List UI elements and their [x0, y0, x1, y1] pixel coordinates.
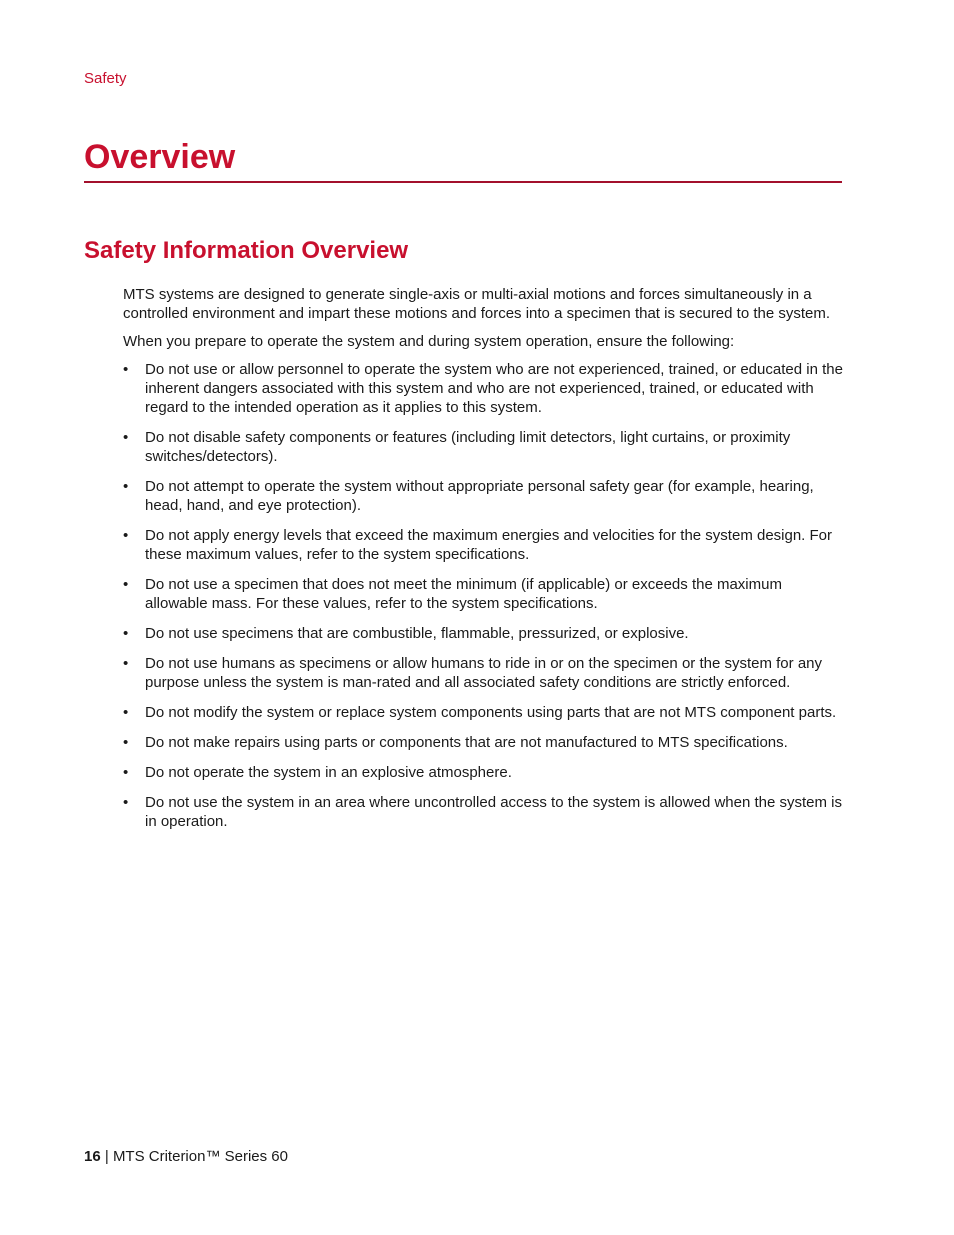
list-item: [123, 655, 845, 693]
title-divider: [84, 181, 842, 183]
list-item-text: Do not operate the system in an explosive atmosphere.: [145, 763, 512, 781]
section-heading: Safety Information Overview: [84, 237, 409, 264]
footer-product: MTS Criterion™ Series 60: [112, 1148, 288, 1165]
list-item: [123, 764, 845, 783]
list-item-text: Do not modify the system or replace system components using parts that are not MTS component parts.: [145, 703, 837, 721]
list-item: [123, 576, 845, 614]
list-item-text: Do not apply energy levels that exceed the maximum energies and velocities for the system design. For these maximum values, refer to the system specifications.: [145, 526, 833, 563]
bullet-icon: •: [123, 703, 129, 721]
running-header: Safety: [84, 70, 127, 87]
list-item-text: Do not use humans as specimens or allow humans to ride in or on the specimen or the system for any purpose unless the system is man-rated and all associated safety conditions are strictly enforced.: [145, 654, 822, 691]
page-title: Overview: [84, 138, 236, 176]
bullet-icon: •: [123, 477, 129, 495]
section-body: [123, 286, 845, 843]
list-item-text: Do not use or allow personnel to operate the system who are not experienced, trained, or educated in the inherent dangers associated with this system and who are not experienced, trained, or educated with regard to the intended operation as it applies to this system.: [145, 361, 843, 416]
lead-in-paragraph: When you prepare to operate the system and during system operation, ensure the following:: [123, 333, 735, 351]
list-item: [123, 527, 845, 565]
page-footer: [84, 1148, 288, 1165]
intro-paragraph: MTS systems are designed to generate single-axis or multi-axial motions and forces simultaneously in a controlled environment and impart these motions and forces into a specimen that is secured to the system.: [123, 286, 831, 322]
list-item-text: Do not use the system in an area where uncontrolled access to the system is allowed when the system is in operation.: [145, 793, 843, 830]
bullet-icon: •: [123, 575, 129, 593]
bullet-icon: •: [123, 763, 129, 781]
list-item: [123, 361, 845, 417]
list-item-text: Do not disable safety components or features (including limit detectors, light curtains, or proximity switches/detectors).: [145, 429, 791, 465]
list-item-text: Do not attempt to operate the system without appropriate personal safety gear (for example, hearing, head, hand, and eye protection).: [145, 477, 814, 514]
bullet-icon: •: [123, 624, 129, 642]
bullet-icon: •: [123, 733, 129, 751]
list-item: [123, 794, 845, 832]
footer-separator: |: [104, 1148, 109, 1165]
list-item-text: Do not use a specimen that does not meet the minimum (if applicable) or exceeds the maximum allowable mass. For these values, refer to the system specifications.: [145, 575, 782, 612]
bullet-icon: •: [123, 793, 129, 811]
bullet-icon: •: [123, 361, 129, 379]
safety-rules-list: [123, 361, 845, 831]
bullet-icon: •: [123, 526, 129, 544]
list-item: [123, 734, 845, 753]
bullet-icon: •: [123, 654, 129, 672]
list-item: [123, 704, 845, 723]
list-item-text: Do not use specimens that are combustible, flammable, pressurized, or explosive.: [145, 624, 689, 642]
list-item: [123, 478, 845, 516]
bullet-icon: •: [123, 429, 129, 447]
list-item: [123, 429, 845, 467]
list-item-text: Do not make repairs using parts or components that are not manufactured to MTS specifications.: [145, 733, 788, 751]
list-item: [123, 625, 845, 644]
page-number: 16: [84, 1148, 101, 1165]
